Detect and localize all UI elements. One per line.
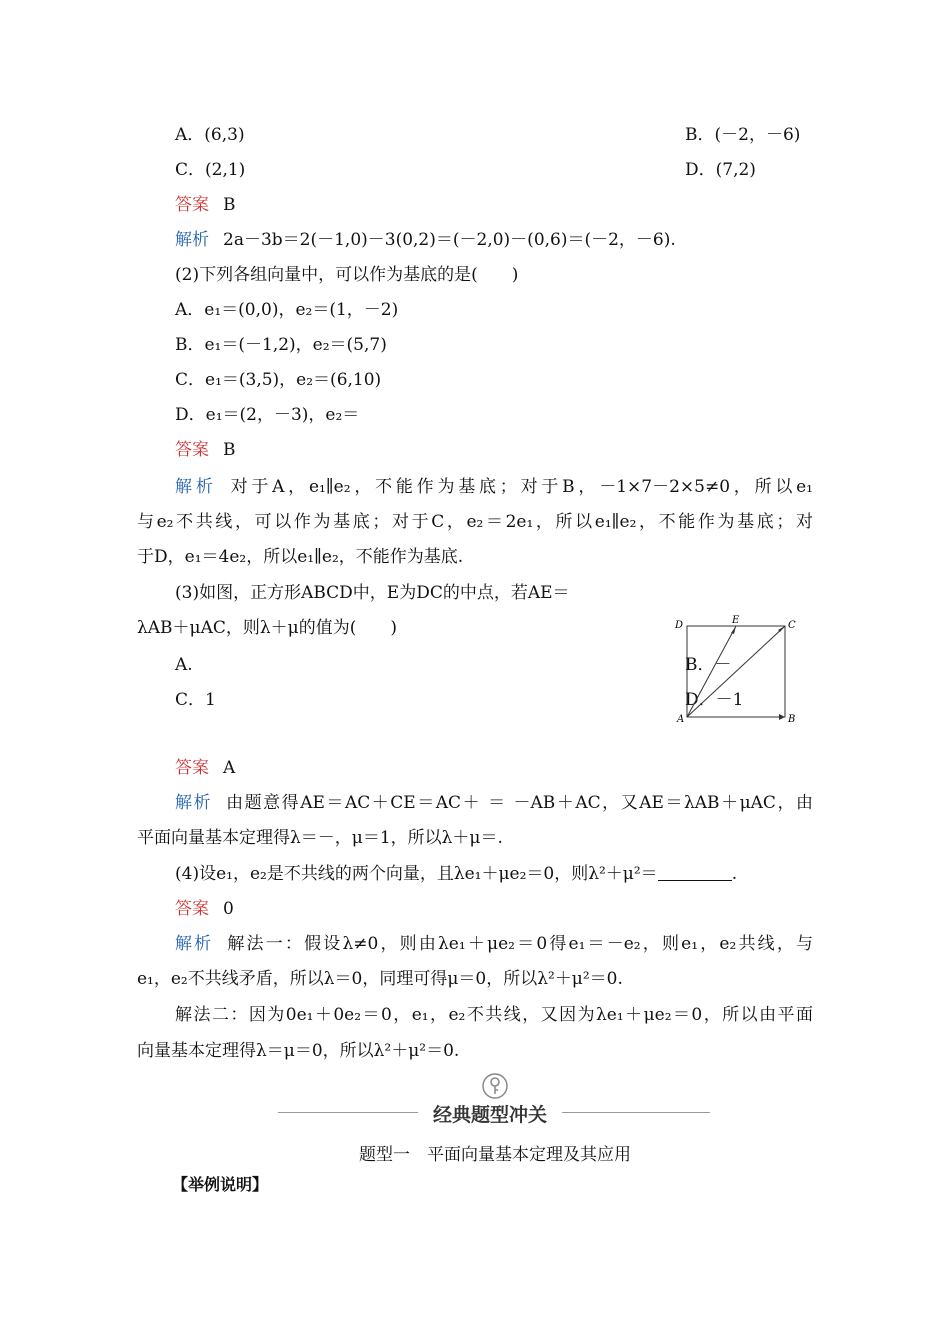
q3-stem-line-1: (3)如图，正方形ABCD中，E为DC的中点，若AE＝ [175,583,570,603]
q4-answer [175,898,851,920]
q1-option-c: C．(2,1) [175,160,246,180]
label-b: B [788,714,796,725]
answer-value: B [223,195,236,215]
section-rule-right [562,1112,710,1113]
q4-stem-text: (4)设e₁，e₂是不共线的两个向量，且λe₁＋μe₂＝0，则λ²＋μ²＝ [175,864,658,884]
q1-analysis [175,229,851,251]
q2-answer [175,439,851,461]
arrow-head-b [779,714,785,720]
q2-analysis-line-2: 与e₂不共线，可以作为基底；对于C，e₂＝2e₁，所以e₁∥e₂，不能作为基底；对 [137,512,813,532]
q1-answer [175,194,851,216]
analysis-text: 由题意得AE＝AC＋CE＝AC＋ ＝ －AB＋AC，又AE＝λAB＋μAC，由 [226,793,814,813]
q2-option-b: B．e₁＝(－1,2)，e₂＝(5,7) [175,335,387,355]
section-rule-left [278,1112,418,1113]
answer-label: 答案 [175,440,209,460]
label-e: E [732,615,740,626]
answer-label: 答案 [175,899,209,919]
q2-option-d: D．e₁＝(2，－3)，e₂＝ [175,405,360,425]
analysis-label: 解析 [175,934,214,954]
q2-stem: (2)下列各组向量中，可以作为基底的是( ) [175,265,519,285]
q3-stem-line-2: λAB＋μAC，则λ＋μ的值为( ) [137,618,397,638]
q3-option-b: B．－ [685,655,732,675]
q2-analysis-line-3: 于D，e₁＝4e₂，所以e₁∥e₂，不能作为基底. [137,547,464,567]
q4-stem [175,863,851,885]
q4-analysis-line-3: 解法二：因为0e₁＋0e₂＝0，e₁，e₂不共线，又因为λe₁＋μe₂＝0，所以由平面 [175,1005,813,1025]
q4-analysis-line-4: 向量基本定理得λ＝μ＝0，所以λ²＋μ²＝0. [137,1041,460,1061]
q2-option-c: C．e₁＝(3,5)，e₂＝(6,10) [175,370,382,390]
vector-ae [687,626,736,717]
q4-analysis-line-2: e₁，e₂不共线矛盾，所以λ＝0，同理可得μ＝0，所以λ²＋μ²＝0. [137,969,623,989]
q4-analysis-line-1 [175,933,813,955]
analysis-label: 解析 [175,477,217,497]
q3-option-c: C．1 [175,690,216,710]
square-abcd-figure [672,614,804,726]
q3-analysis-line-1 [175,792,813,814]
q3-answer [175,757,851,779]
q1-options-row-2 [175,159,851,181]
section-title: 经典题型冲关 [432,1104,547,1126]
q1-option-b: B．(－2，－6) [685,125,801,145]
section-subtitle: 题型一 平面向量基本定理及其应用 [359,1145,631,1165]
answer-value: A [223,758,236,778]
label-c: C [788,620,796,631]
q2-option-a: A．e₁＝(0,0)，e₂＝(1，－2) [175,300,399,320]
q1-option-a: A．(6,3) [175,125,245,145]
analysis-text: 对于A，e₁∥e₂，不能作为基底；对于B，－1×7－2×5≠0，所以e₁ [230,477,813,497]
analysis-text: 解法一：假设λ≠0，则由λe₁＋μe₂＝0得e₁＝－e₂，则e₁，e₂共线，与 [227,934,814,954]
example-label: 【举例说明】 [172,1175,269,1194]
q3-analysis-line-2: 平面向量基本定理得λ＝－，μ＝1，所以λ＋μ＝. [137,828,503,848]
label-d: D [675,620,684,631]
q1-options-row-1 [175,124,851,146]
q4-stem-end: . [731,864,738,884]
q3-option-a: A. [175,655,193,675]
label-a: A [677,714,685,725]
q3-option-d: D．－1 [685,690,744,710]
analysis-label: 解析 [175,230,209,250]
q2-analysis-line-1 [175,476,813,498]
answer-label: 答案 [175,758,209,778]
answer-value: 0 [223,899,234,919]
key-icon [481,1072,509,1100]
vector-ac [687,626,785,717]
answer-value: B [223,440,236,460]
analysis-label: 解析 [175,793,213,813]
q1-option-d: D．(7,2) [685,160,756,180]
answer-blank [658,864,732,881]
arrow-head-e [731,626,736,634]
answer-label: 答案 [175,195,209,215]
analysis-text: 2a－3b＝2(－1,0)－3(0,2)＝(－2,0)－(0,6)＝(－2，－6). [223,230,676,250]
